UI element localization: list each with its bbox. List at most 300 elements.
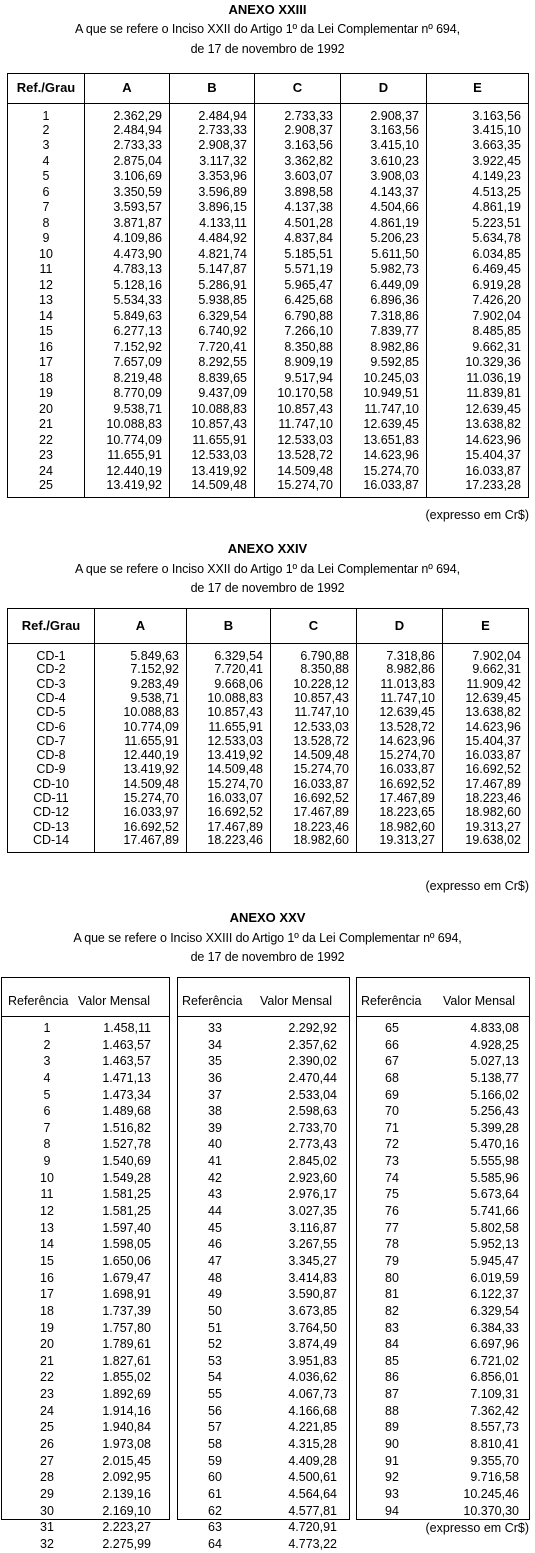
ref-cell: 3 xyxy=(8,138,85,154)
list-item xyxy=(178,1253,349,1270)
value-cell: 17.467,89 xyxy=(357,791,443,805)
ref-cell: CD-11 xyxy=(8,791,95,805)
value-cell: 3.267,55 xyxy=(288,1237,337,1252)
value-cell: 10.949,51 xyxy=(341,386,427,402)
ref-cell: 25 xyxy=(8,479,85,498)
ref-cell: 48 xyxy=(208,1270,222,1285)
value-cell: 1.698,91 xyxy=(102,1287,151,1302)
table-row xyxy=(8,169,529,185)
value-cell: 15.274,70 xyxy=(187,777,271,791)
value-cell: 4.783,13 xyxy=(85,262,170,278)
ref-cell: 5 xyxy=(8,169,85,185)
ref-cell: 38 xyxy=(208,1104,222,1119)
value-cell: 10.245,03 xyxy=(341,370,427,386)
ref-cell: 5 xyxy=(43,1087,51,1102)
value-cell: 5.128,16 xyxy=(85,277,170,293)
value-cell: 4.773,22 xyxy=(288,1536,337,1551)
value-cell: 10.774,09 xyxy=(85,432,170,448)
ref-cell: CD-3 xyxy=(8,677,95,691)
value-cell: 16.033,87 xyxy=(427,463,529,479)
value-cell: 1.463,57 xyxy=(102,1054,151,1069)
anexo23-subtitle-1: A que se refere o Inciso XXII do Artigo 1º da Lei Complementar nº 694, xyxy=(75,22,460,36)
value-cell: 7.902,04 xyxy=(427,308,529,324)
list-item xyxy=(2,1469,169,1486)
value-cell: 12.639,45 xyxy=(357,705,443,719)
value-cell: 3.415,10 xyxy=(427,122,529,138)
value-cell: 6.329,54 xyxy=(187,644,271,663)
value-cell: 16.033,87 xyxy=(357,762,443,776)
ref-cell: 17 xyxy=(8,355,85,371)
value-cell: 15.274,70 xyxy=(271,762,357,776)
list-item xyxy=(357,1087,529,1104)
ref-cell: 7 xyxy=(8,200,85,216)
value-cell: 5.286,91 xyxy=(170,277,255,293)
value-cell: 15.274,70 xyxy=(95,791,187,805)
ref-cell: 26 xyxy=(40,1437,54,1452)
value-cell: 16.033,87 xyxy=(271,777,357,791)
value-cell: 1.914,16 xyxy=(102,1403,151,1418)
value-cell: 17.467,89 xyxy=(95,834,187,853)
value-cell: 10.088,83 xyxy=(170,401,255,417)
value-cell: 15.274,70 xyxy=(255,479,341,498)
value-cell: 3.898,58 xyxy=(255,184,341,200)
value-cell: 12.533,03 xyxy=(170,448,255,464)
list-item xyxy=(2,1353,169,1370)
value-cell: 10.857,43 xyxy=(271,691,357,705)
value-cell: 7.720,41 xyxy=(170,339,255,355)
list-item xyxy=(2,1203,169,1220)
value-cell: 11.655,91 xyxy=(170,432,255,448)
ref-cell: 61 xyxy=(208,1486,222,1501)
value-cell: 7.318,86 xyxy=(357,644,443,663)
column-header: C xyxy=(271,609,357,644)
list-item xyxy=(357,1270,529,1287)
column-header: E xyxy=(443,609,529,644)
ref-cell: 23 xyxy=(40,1387,54,1402)
ref-cell: 4 xyxy=(8,153,85,169)
value-cell: 4.720,91 xyxy=(288,1520,337,1535)
value-cell: 2.533,04 xyxy=(288,1087,337,1102)
value-cell: 18.982,60 xyxy=(357,820,443,834)
column-header: E xyxy=(427,74,529,104)
value-cell: 6.469,45 xyxy=(427,262,529,278)
value-cell: 11.036,19 xyxy=(427,370,529,386)
list-item xyxy=(357,1320,529,1337)
ref-cell: 57 xyxy=(208,1420,222,1435)
value-cell: 8.292,55 xyxy=(170,355,255,371)
value-cell: 3.027,35 xyxy=(288,1204,337,1219)
list-item xyxy=(178,1103,349,1120)
ref-cell: 27 xyxy=(40,1453,54,1468)
table-row xyxy=(8,691,529,705)
value-cell: 5.611,50 xyxy=(341,246,427,262)
ref-cell: 8 xyxy=(8,215,85,231)
ref-cell: 41 xyxy=(208,1154,222,1169)
ref-cell: 67 xyxy=(385,1054,399,1069)
value-cell: 2.484,94 xyxy=(170,104,255,123)
ref-cell: 56 xyxy=(208,1403,222,1418)
list-item xyxy=(357,1136,529,1153)
table-row xyxy=(8,200,529,216)
value-cell: 18.223,46 xyxy=(187,834,271,853)
ref-cell: 19 xyxy=(40,1320,54,1335)
value-cell: 4.036,62 xyxy=(288,1370,337,1385)
value-cell: 18.982,60 xyxy=(271,834,357,853)
ref-cell: CD-8 xyxy=(8,748,95,762)
column-header-valor-mensal: Valor Mensal xyxy=(78,994,151,1008)
value-cell: 13.419,92 xyxy=(187,748,271,762)
ref-cell: 2 xyxy=(8,122,85,138)
list-item xyxy=(178,1419,349,1436)
value-cell: 16.033,07 xyxy=(187,791,271,805)
value-cell: 12.639,45 xyxy=(341,417,427,433)
value-cell: 7.266,10 xyxy=(255,324,341,340)
ref-cell: 39 xyxy=(208,1120,222,1135)
list-item xyxy=(2,1503,169,1520)
value-cell: 3.590,87 xyxy=(288,1287,337,1302)
ref-cell: 50 xyxy=(208,1303,222,1318)
ref-cell: 93 xyxy=(385,1486,399,1501)
value-cell: 13.419,92 xyxy=(170,463,255,479)
list-item xyxy=(2,1053,169,1070)
value-cell: 7.839,77 xyxy=(341,324,427,340)
ref-cell: 22 xyxy=(8,432,85,448)
list-item xyxy=(2,1320,169,1337)
value-cell: 5.206,23 xyxy=(341,231,427,247)
value-cell: 3.345,27 xyxy=(288,1253,337,1268)
table-row xyxy=(8,644,529,663)
anexo24-currency-note: (expresso em Cr$) xyxy=(425,879,529,893)
ref-cell: 30 xyxy=(40,1503,54,1518)
ref-cell: 2 xyxy=(43,1037,51,1052)
list-item xyxy=(178,1186,349,1203)
value-cell: 2.015,45 xyxy=(102,1453,151,1468)
list-item xyxy=(357,1203,529,1220)
ref-cell: 6 xyxy=(8,184,85,200)
column-header: Ref./Grau xyxy=(8,609,95,644)
value-cell: 2.908,37 xyxy=(341,104,427,123)
column-header-referencia: Referência xyxy=(361,994,422,1008)
ref-cell: 17 xyxy=(40,1287,54,1302)
ref-cell: 31 xyxy=(40,1520,54,1535)
column-header: A xyxy=(95,609,187,644)
list-item xyxy=(357,1436,529,1453)
ref-cell: 37 xyxy=(208,1087,222,1102)
ref-cell: 55 xyxy=(208,1387,222,1402)
value-cell: 4.500,61 xyxy=(288,1470,337,1485)
value-cell: 4.143,37 xyxy=(341,184,427,200)
value-cell: 5.147,87 xyxy=(170,262,255,278)
ref-cell: 69 xyxy=(385,1087,399,1102)
value-cell: 14.509,48 xyxy=(271,748,357,762)
value-cell: 4.564,64 xyxy=(288,1486,337,1501)
list-item xyxy=(357,1353,529,1370)
value-cell: 7.720,41 xyxy=(187,662,271,676)
anexo24-subtitle-2: de 17 de novembro de 1992 xyxy=(190,581,345,595)
value-cell: 3.117,32 xyxy=(170,153,255,169)
value-cell: 18.223,46 xyxy=(443,791,529,805)
ref-cell: 6 xyxy=(43,1104,51,1119)
value-cell: 4.166,68 xyxy=(288,1403,337,1418)
list-item xyxy=(357,1336,529,1353)
value-cell: 10.857,43 xyxy=(255,401,341,417)
table-row xyxy=(8,262,529,278)
ref-cell: 16 xyxy=(40,1270,54,1285)
value-cell: 17.467,89 xyxy=(187,820,271,834)
ref-cell: 36 xyxy=(208,1070,222,1085)
ref-cell: 3 xyxy=(43,1054,51,1069)
value-cell: 4.837,84 xyxy=(255,231,341,247)
value-cell: 4.133,11 xyxy=(170,215,255,231)
value-cell: 4.861,19 xyxy=(341,215,427,231)
table-row xyxy=(8,246,529,262)
ref-cell: 19 xyxy=(8,386,85,402)
value-cell: 4.067,73 xyxy=(288,1387,337,1402)
value-cell: 14.509,48 xyxy=(170,479,255,498)
value-cell: 12.440,19 xyxy=(95,748,187,762)
value-cell: 19.313,27 xyxy=(443,820,529,834)
value-cell: 4.409,28 xyxy=(288,1453,337,1468)
value-cell: 3.414,83 xyxy=(288,1270,337,1285)
value-cell: 9.668,06 xyxy=(187,677,271,691)
table-row xyxy=(8,153,529,169)
value-cell: 10.370,30 xyxy=(463,1503,519,1518)
ref-cell: 10 xyxy=(40,1170,54,1185)
table-row xyxy=(8,677,529,691)
ref-cell: 12 xyxy=(8,277,85,293)
value-cell: 4.513,25 xyxy=(427,184,529,200)
ref-cell: CD-5 xyxy=(8,705,95,719)
list-item xyxy=(357,1503,529,1520)
ref-cell: 14 xyxy=(40,1237,54,1252)
value-cell: 5.634,78 xyxy=(427,231,529,247)
value-cell: 6.329,54 xyxy=(170,308,255,324)
value-cell: 3.350,59 xyxy=(85,184,170,200)
value-cell: 3.896,15 xyxy=(170,200,255,216)
ref-cell: 18 xyxy=(8,370,85,386)
list-item xyxy=(357,1303,529,1320)
list-item xyxy=(2,1070,169,1087)
value-cell: 18.982,60 xyxy=(443,805,529,819)
column-header-referencia: Referência xyxy=(8,994,69,1008)
value-cell: 5.185,51 xyxy=(255,246,341,262)
value-cell: 1.679,47 xyxy=(102,1270,151,1285)
value-cell: 14.623,96 xyxy=(443,720,529,734)
list-item xyxy=(178,1236,349,1253)
value-cell: 9.662,31 xyxy=(443,662,529,676)
value-cell: 2.923,60 xyxy=(288,1170,337,1185)
anexo23-table xyxy=(7,73,529,498)
ref-cell: 11 xyxy=(40,1187,54,1202)
value-cell: 16.692,52 xyxy=(443,762,529,776)
ref-cell: 35 xyxy=(208,1054,222,1069)
value-cell: 2.773,43 xyxy=(288,1137,337,1152)
value-cell: 16.033,97 xyxy=(95,805,187,819)
value-cell: 8.350,88 xyxy=(271,662,357,676)
value-cell: 4.484,92 xyxy=(170,231,255,247)
column-header: D xyxy=(357,609,443,644)
list-item xyxy=(178,1536,349,1553)
ref-cell: CD-10 xyxy=(8,777,95,791)
value-cell: 1.471,13 xyxy=(102,1070,151,1085)
list-item xyxy=(2,1236,169,1253)
ref-cell: 72 xyxy=(385,1137,399,1152)
list-item xyxy=(178,1503,349,1520)
ref-cell: 51 xyxy=(208,1320,222,1335)
value-cell: 12.533,03 xyxy=(187,734,271,748)
list-item xyxy=(2,1419,169,1436)
anexo25-subtitle-2: de 17 de novembro de 1992 xyxy=(190,950,345,964)
list-item xyxy=(178,1153,349,1170)
ref-cell: 82 xyxy=(385,1303,399,1318)
list-item xyxy=(178,1386,349,1403)
list-item xyxy=(357,1053,529,1070)
value-cell: 8.982,86 xyxy=(357,662,443,676)
value-cell: 16.692,52 xyxy=(187,805,271,819)
value-cell: 6.277,13 xyxy=(85,324,170,340)
value-cell: 6.740,92 xyxy=(170,324,255,340)
ref-cell: 15 xyxy=(8,324,85,340)
list-item xyxy=(178,1037,349,1054)
table-row xyxy=(8,277,529,293)
ref-cell: 63 xyxy=(208,1520,222,1535)
ref-cell: 11 xyxy=(8,262,85,278)
value-cell: 11.747,10 xyxy=(271,705,357,719)
value-cell: 3.362,82 xyxy=(255,153,341,169)
table-row xyxy=(8,308,529,324)
ref-cell: CD-14 xyxy=(8,834,95,853)
ref-cell: 94 xyxy=(385,1503,399,1518)
table-row xyxy=(8,432,529,448)
ref-cell: CD-9 xyxy=(8,762,95,776)
list-item xyxy=(357,1236,529,1253)
value-cell: 8.839,65 xyxy=(170,370,255,386)
ref-cell: 49 xyxy=(208,1287,222,1302)
value-cell: 9.355,70 xyxy=(470,1453,519,1468)
value-cell: 17.467,89 xyxy=(271,805,357,819)
value-cell: 3.593,57 xyxy=(85,200,170,216)
value-cell: 10.857,43 xyxy=(170,417,255,433)
value-cell: 3.951,83 xyxy=(288,1353,337,1368)
list-item xyxy=(2,1103,169,1120)
value-cell: 5.166,02 xyxy=(470,1087,519,1102)
table-row xyxy=(8,386,529,402)
list-item xyxy=(2,1369,169,1386)
ref-cell: 21 xyxy=(8,417,85,433)
ref-cell: 4 xyxy=(43,1070,51,1085)
value-cell: 14.623,96 xyxy=(357,734,443,748)
ref-cell: 44 xyxy=(208,1204,222,1219)
ref-cell: 60 xyxy=(208,1470,222,1485)
ref-cell: 86 xyxy=(385,1370,399,1385)
value-cell: 5.982,73 xyxy=(341,262,427,278)
ref-cell: 43 xyxy=(208,1187,222,1202)
anexo23-subtitle-2: de 17 de novembro de 1992 xyxy=(190,42,345,56)
value-cell: 3.908,03 xyxy=(341,169,427,185)
value-cell: 10.228,12 xyxy=(271,677,357,691)
value-cell: 3.116,87 xyxy=(289,1220,337,1235)
value-cell: 12.533,03 xyxy=(271,720,357,734)
value-cell: 3.871,87 xyxy=(85,215,170,231)
value-cell: 7.109,31 xyxy=(470,1387,519,1402)
anexo23-currency-note: (expresso em Cr$) xyxy=(425,508,529,522)
table-row xyxy=(8,820,529,834)
list-item xyxy=(2,1253,169,1270)
value-cell: 4.315,28 xyxy=(288,1437,337,1452)
value-cell: 3.353,96 xyxy=(170,169,255,185)
ref-cell: 23 xyxy=(8,448,85,464)
value-cell: 13.528,72 xyxy=(271,734,357,748)
value-cell: 5.470,16 xyxy=(470,1137,519,1152)
anexo25-block-1 xyxy=(1,977,170,1551)
ref-cell: 28 xyxy=(40,1470,54,1485)
list-item xyxy=(357,1253,529,1270)
value-cell: 2.223,27 xyxy=(102,1520,151,1535)
list-item xyxy=(357,1453,529,1470)
ref-cell: 9 xyxy=(43,1154,51,1169)
value-cell: 9.538,71 xyxy=(85,401,170,417)
value-cell: 6.697,96 xyxy=(470,1337,519,1352)
list-item xyxy=(178,1120,349,1137)
ref-cell: 33 xyxy=(208,1021,222,1035)
value-cell: 1.489,68 xyxy=(102,1104,151,1119)
value-cell: 13.651,83 xyxy=(341,432,427,448)
list-item xyxy=(2,1536,169,1553)
value-cell: 6.721,02 xyxy=(470,1353,519,1368)
value-cell: 8.770,09 xyxy=(85,386,170,402)
table-row xyxy=(8,215,529,231)
ref-cell: 78 xyxy=(385,1237,399,1252)
list-item xyxy=(357,1153,529,1170)
ref-cell: 62 xyxy=(208,1503,222,1518)
ref-cell: 70 xyxy=(385,1104,399,1119)
ref-cell: 77 xyxy=(385,1220,399,1235)
list-item xyxy=(178,1220,349,1237)
table-row xyxy=(8,355,529,371)
value-cell: 18.223,46 xyxy=(271,820,357,834)
ref-cell: 47 xyxy=(208,1253,222,1268)
value-cell: 16.692,52 xyxy=(271,791,357,805)
ref-cell: 1 xyxy=(8,104,85,123)
column-header: Ref./Grau xyxy=(8,74,85,104)
ref-cell: 59 xyxy=(208,1453,222,1468)
value-cell: 5.952,13 xyxy=(470,1237,519,1252)
ref-cell: CD-4 xyxy=(8,691,95,705)
table-row xyxy=(8,401,529,417)
value-cell: 9.437,09 xyxy=(170,386,255,402)
value-cell: 9.592,85 xyxy=(341,355,427,371)
ref-cell: 92 xyxy=(385,1470,399,1485)
value-cell: 2.484,94 xyxy=(85,122,170,138)
ref-cell: CD-1 xyxy=(8,644,95,663)
list-item xyxy=(357,1386,529,1403)
value-cell: 14.509,48 xyxy=(95,777,187,791)
ref-cell: 52 xyxy=(208,1337,222,1352)
list-item xyxy=(178,1486,349,1503)
list-item xyxy=(357,1486,529,1503)
value-cell: 6.122,37 xyxy=(470,1287,519,1302)
block-header xyxy=(2,978,169,1017)
list-item xyxy=(2,1453,169,1470)
list-item xyxy=(178,1286,349,1303)
value-cell: 4.221,85 xyxy=(288,1420,337,1435)
value-cell: 11.013,83 xyxy=(357,677,443,691)
list-item xyxy=(178,1320,349,1337)
value-cell: 1.458,11 xyxy=(103,1021,151,1035)
ref-cell: 9 xyxy=(8,231,85,247)
ref-cell: 75 xyxy=(385,1187,399,1202)
list-item xyxy=(2,1486,169,1503)
